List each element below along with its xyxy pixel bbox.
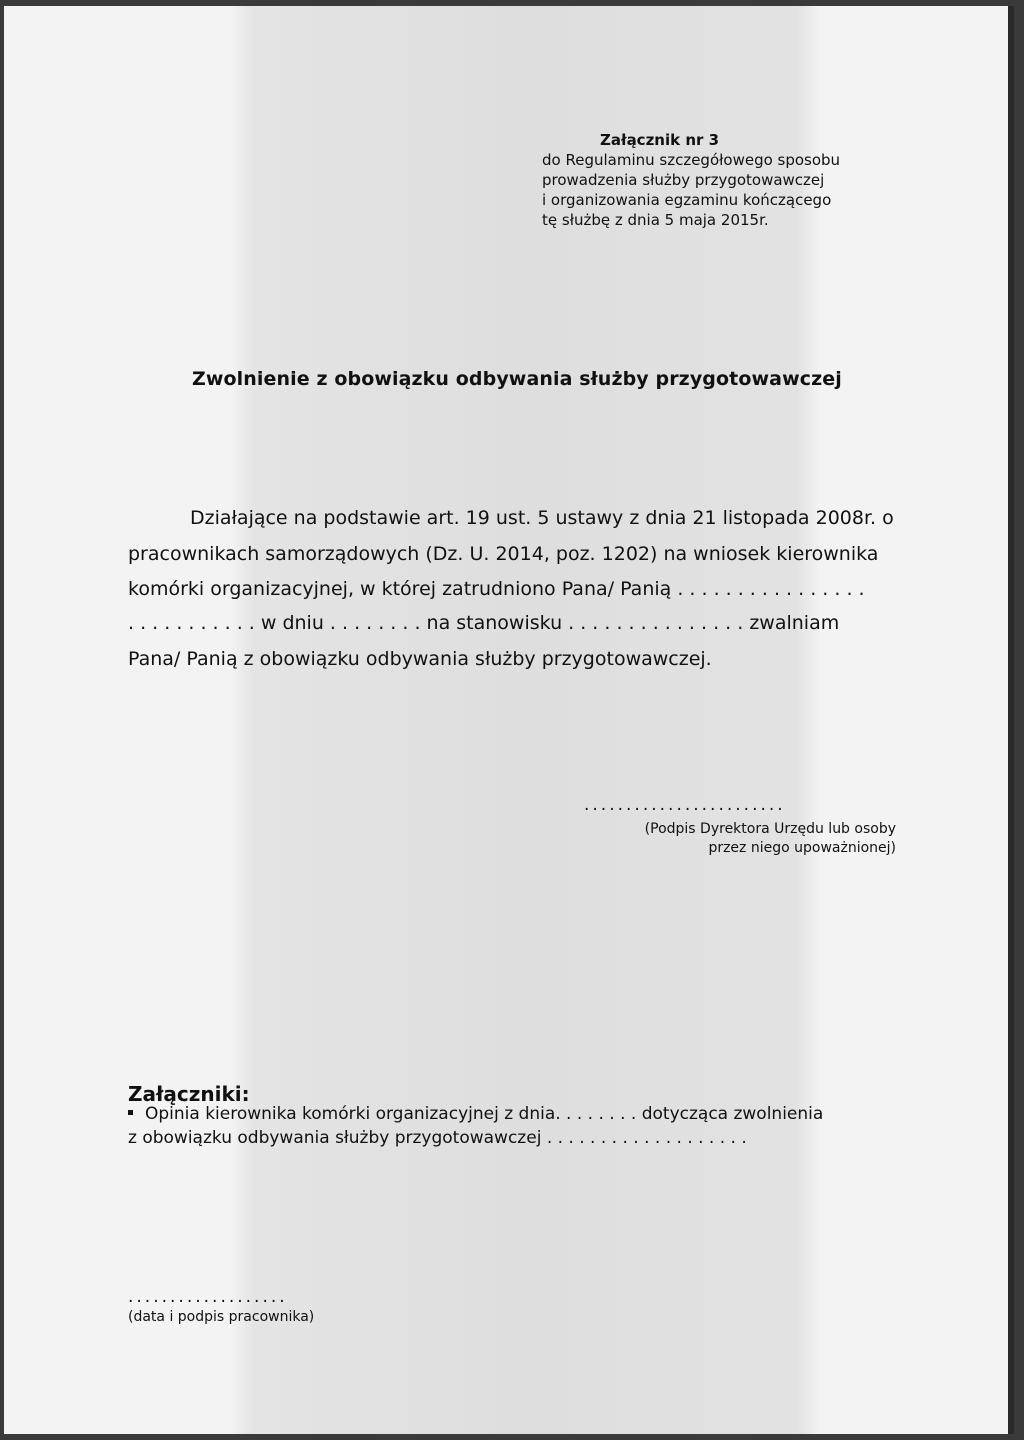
annex-line: i organizowania egzaminu kończącego: [542, 191, 832, 209]
document-page: [4, 6, 1014, 1434]
body-line: . . . . . . . . . . . w dniu . . . . . . . . na stanowisku . . . . . . . . . . . . . . . zwalniam: [128, 612, 840, 634]
annex-line: tę służbę z dnia 5 maja 2015r.: [542, 211, 769, 229]
signature-caption-line: (Podpis Dyrektora Urzędu lub osoby: [644, 821, 896, 837]
signature-dotted-line: ........................: [584, 795, 786, 815]
annex-title: Załącznik nr 3: [600, 131, 720, 149]
body-line: komórki organizacyjnej, w której zatrudniono Pana/ Panią . . . . . . . . . . . . . . . .: [128, 578, 865, 600]
annex-header: [542, 130, 840, 230]
attachment-item: [128, 1104, 823, 1124]
body-line: Pana/ Panią z obowiązku odbywania służby przygotowawczej.: [128, 648, 712, 670]
scan-edge: [1008, 6, 1014, 1434]
annex-line: prowadzenia służby przygotowawczej: [542, 171, 825, 189]
attachments-title: Załączniki:: [128, 1082, 250, 1106]
signature-caption-line: przez niego upoważnionej): [708, 840, 896, 856]
bullet-icon: [128, 1110, 133, 1115]
attachment-item-text: Opinia kierownika komórki organizacyjnej z dnia. . . . . . . . dotycząca zwolnienia: [145, 1104, 824, 1124]
body-line: pracownikach samorządowych (Dz. U. 2014, poz. 1202) na wniosek kierownika: [128, 543, 879, 565]
signature-caption: [604, 820, 896, 858]
annex-line: do Regulaminu szczegółowego sposobu: [542, 151, 841, 169]
employee-dotted-line: ...................: [128, 1287, 288, 1307]
document-title: Zwolnienie z obowiązku odbywania służby przygotowawczej: [192, 368, 842, 390]
body-line: Działające na podstawie art. 19 ust. 5 ustawy z dnia 21 listopada 2008r. o: [190, 507, 894, 529]
employee-signature-caption: (data i podpis pracownika): [128, 1309, 315, 1325]
attachment-item-continuation: z obowiązku odbywania służby przygotowawczej . . . . . . . . . . . . . . . . . . .: [128, 1128, 747, 1148]
